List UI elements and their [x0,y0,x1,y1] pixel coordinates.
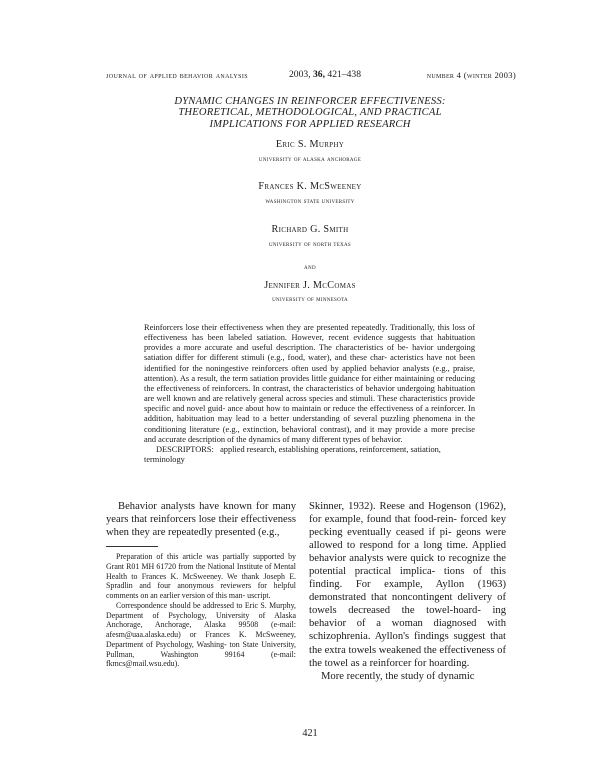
abstract-line: loss of effectiveness has been labeled satiation. However, recent evidence suggests that [144,323,475,343]
abstract-line: general across species and stimuli. These characteristics provide specific and novel guid- [144,394,475,414]
abstract-line: acteristics have not been identified for the noningestive reinforcers often used by applied [144,353,475,373]
footnote-line: Murphy, Department of Psychology, University of [106,600,296,620]
footnote-line: of Mental Health to Frances K. McSweeney. We thank [106,561,296,581]
body-paragraph [309,500,506,670]
footnote-correspondence [106,601,296,669]
body-line: when they are repeatedly presented (e.g., [106,527,280,539]
body-line: years that reinforcers lose their effectiveness [106,514,296,526]
body-line: geons were allowed to respond for a long [309,527,506,552]
author-name: Eric S. Murphy [275,139,345,150]
descriptors [144,445,475,465]
title-line: IMPLICATIONS FOR APPLIED RESEARCH [209,118,411,130]
footnote-line: (e-mail: afesm@uaa.alaska.edu) or Frances K. [106,620,296,639]
citation [289,69,361,80]
abstract-text [144,323,475,445]
descriptors-label: DESCRIPTORS: [156,444,214,454]
running-header [106,69,516,83]
author-name: Frances K. McSweeney [258,181,362,192]
footnote-rule [106,546,158,547]
footnote-line: Alaska Anchorage, Anchorage, Alaska 99508 [106,610,296,630]
body-line: time. Applied behavior analysts were quick [309,540,507,565]
body-line: forced key pecking eventually ceased if pi- [309,514,506,539]
footnote-line: by Grant R01 MH 61720 from the National Institute [106,552,296,571]
issue-info: number 4 (winter 2003) [426,70,516,80]
page-number: 421 [302,728,318,739]
author-affiliation: university of north texas [268,241,352,248]
abstract-line: habituation may lead to a better understanding of several puzzling phenomena in the [176,414,475,424]
footnote-line: (e-mail: fkmcs@mail.wsu.edu). [106,649,296,669]
footnote-line: McSweeney, Department of Psychology, Washing- [106,630,296,649]
body-line: tions of this finding. For example, Ayllon [309,566,506,591]
abstract-line: Reinforcers lose their effectiveness when they are presented repeatedly. Traditionally, this [144,323,450,332]
footnote-line: Correspondence should be addressed to Eric S. [116,600,267,610]
body-line: schizophrenia. Ayllon's findings suggest that [309,631,506,643]
abstract-line: guidance for either maintaining or reducing the effectiveness of reinforcers. In contrast, [144,373,475,393]
body-line: ing behavior of a woman diagnosed with [309,605,506,630]
abstract-line: ance about how to maintain or reduce the effectiveness of a reinforcer. In addition, [144,404,475,424]
footnote-line: uscript. [247,591,271,600]
author-name: Jennifer J. McComas [264,280,356,291]
footnote-funding [106,552,296,601]
journal-name: journal of applied behavior analysis [106,70,248,80]
and-separator: and [303,262,317,271]
footnote-line: Joseph E. Spradlin and four anonymous reviewers for [106,571,296,591]
title-line: THEORETICAL, METHODOLOGICAL, AND PRACTICAL [178,107,442,119]
article-title [130,96,490,130]
abstract [144,323,475,465]
body-right-column [309,500,506,683]
body-line: the extra towels weakened the effectiveness [309,644,495,656]
author-affiliation: university of minnesota [272,296,348,303]
body-left-column [106,500,296,539]
body-line: Behavior analysts have known for many [118,501,296,512]
footnote-line: Preparation of this article was partially supported [116,552,285,561]
descriptors-line: applied research, establishing operations, reinforcement, satiation, [220,444,441,454]
citation-volume: 36, [313,69,325,80]
author-affiliation: washington state university [265,198,355,205]
body-line: delivery of towels decreased the towel-hoard- [309,592,506,617]
footnote-line: helpful comments on an earlier version of this man- [106,581,296,600]
body-line: of the towel as a reinforcer for hoarding. [309,644,506,669]
descriptors-line: terminology [144,455,185,465]
author-affiliation: university of alaska anchorage [258,156,362,163]
body-paragraph [309,670,506,683]
abstract-line: habituation provides a more accurate and useful description. The characteristics of be- [144,333,475,353]
abstract-line: havior undergoing satiation differ for different stimuli (e.g., food, water), and these char- [144,343,475,363]
body-paragraph [106,500,296,539]
footnotes [106,552,296,669]
footnote-line: ton State University, Pullman, Washington 99164 [106,639,296,659]
abstract-line: conditioning literature (e.g., extinction, behavioral contrast), and it may provide a more [144,424,449,434]
abstract-line: precise and accurate description of the dynamics of many different types of behavior. [144,424,475,444]
body-line: (1963) demonstrated that noncontingent [309,579,506,604]
abstract-line: the characteristics of behavior undergoing habituation are well known and are relatively [144,383,476,404]
body-line: More recently, the study of dynamic [321,670,475,682]
author-name: Richard G. Smith [271,224,349,235]
citation-year: 2003, [289,69,311,80]
title-line: DYNAMIC CHANGES IN REINFORCER EFFECTIVENESS: [174,96,446,107]
body-line: (1962), for example, found that food-rein- [309,501,506,526]
citation-pages: 421–438 [327,69,361,80]
body-line: Skinner, 1932). Reese and Hogenson [309,501,472,512]
abstract-line: behavior analysts (e.g., praise, attention). As a result, the term satiation provides little [144,363,476,383]
body-line: to recognize the potential practical implica- [309,553,506,578]
